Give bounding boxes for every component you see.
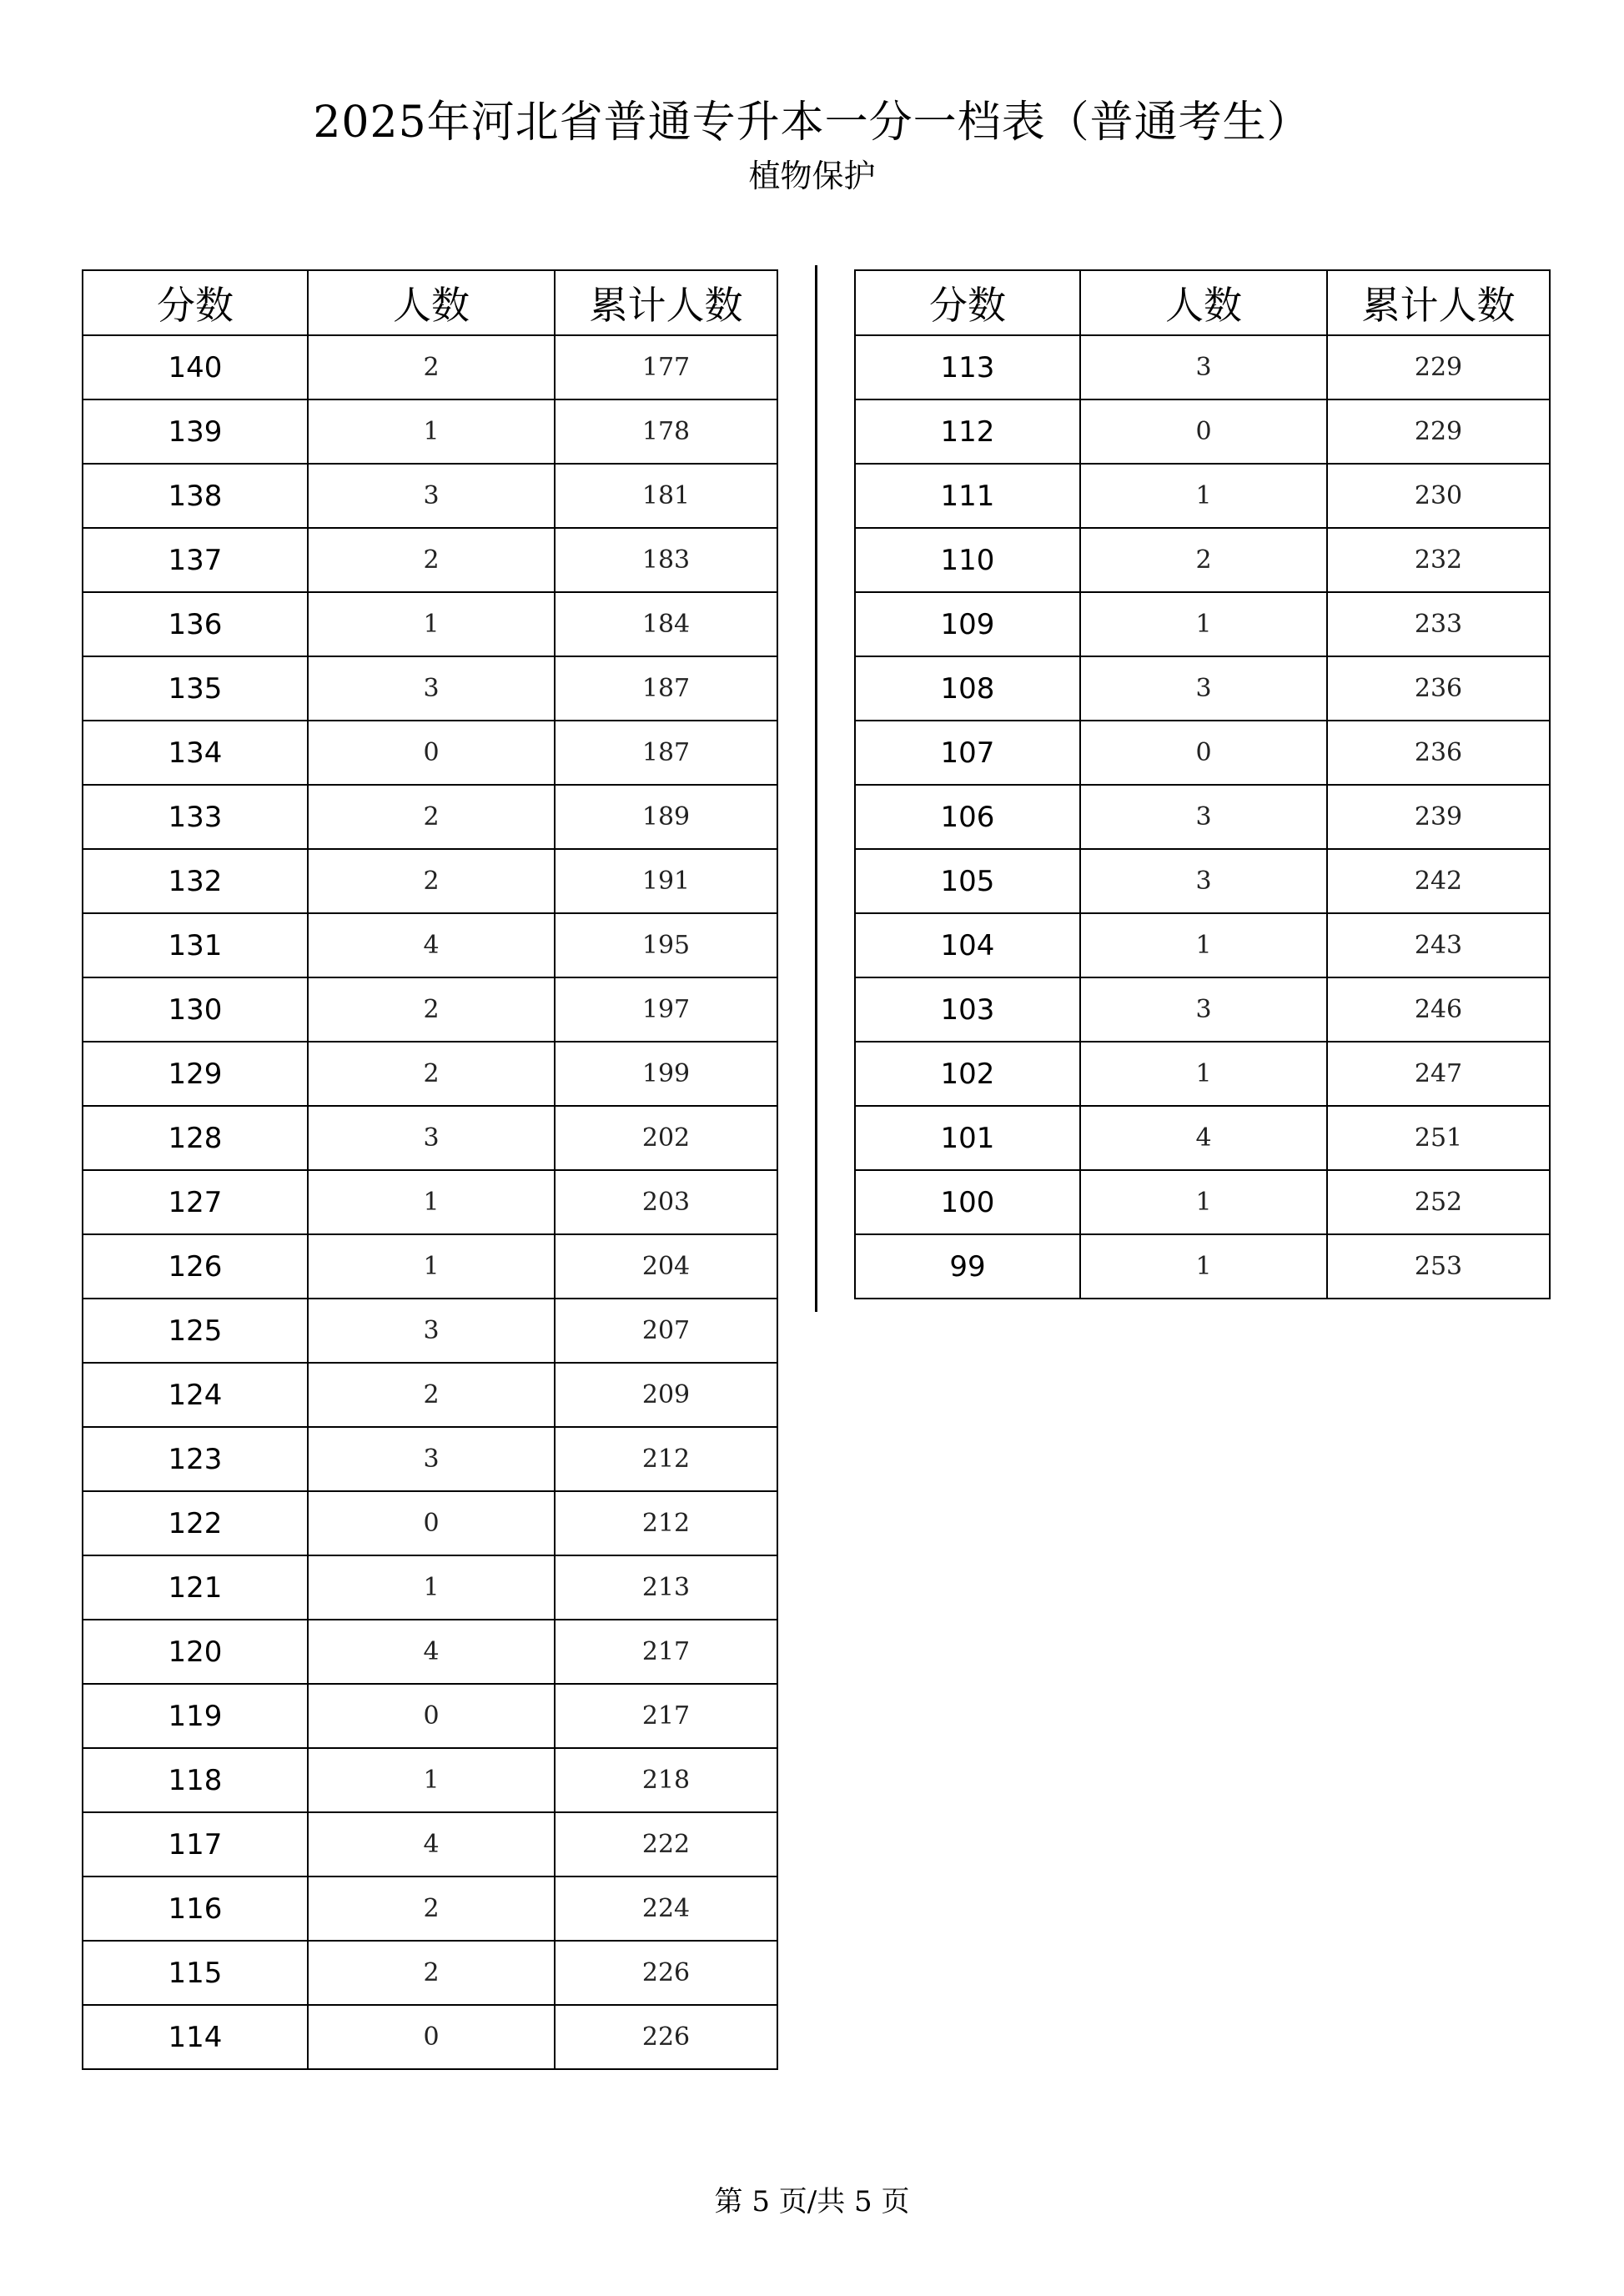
table-row [855,849,1550,913]
cumulative-cell: 236 [1327,656,1550,721]
cumulative-cell: 222 [555,1812,777,1876]
score-cell: 118 [83,1748,308,1812]
cumulative-cell: 177 [555,335,777,399]
table-row [83,1555,777,1620]
count-cell: 2 [308,335,555,399]
table-row [855,1106,1550,1170]
table-row [855,977,1550,1042]
count-cell: 3 [308,1427,555,1491]
count-cell: 3 [1080,785,1327,849]
table-row [83,977,777,1042]
cumulative-cell: 183 [555,528,777,592]
header-count: 人数 [1080,270,1327,335]
score-cell: 130 [83,977,308,1042]
count-cell: 2 [308,1876,555,1941]
cumulative-cell: 199 [555,1042,777,1106]
cumulative-cell: 230 [1327,464,1550,528]
cumulative-cell: 213 [555,1555,777,1620]
cumulative-cell: 181 [555,464,777,528]
count-cell: 3 [1080,335,1327,399]
cumulative-cell: 243 [1327,913,1550,977]
count-cell: 1 [308,1170,555,1234]
count-cell: 2 [308,977,555,1042]
score-cell: 106 [855,785,1080,849]
score-table-left [82,269,778,2070]
score-cell: 107 [855,721,1080,785]
count-cell: 2 [308,528,555,592]
table-row [855,464,1550,528]
count-cell: 1 [308,1555,555,1620]
table-row [83,1620,777,1684]
header-cumulative: 累计人数 [1327,270,1550,335]
cumulative-cell: 247 [1327,1042,1550,1106]
score-cell: 116 [83,1876,308,1941]
table-row [83,1299,777,1363]
score-cell: 135 [83,656,308,721]
count-cell: 1 [308,1748,555,1812]
table-row [83,913,777,977]
cumulative-cell: 184 [555,592,777,656]
cumulative-cell: 239 [1327,785,1550,849]
count-cell: 3 [308,1106,555,1170]
count-cell: 1 [308,1234,555,1299]
score-cell: 128 [83,1106,308,1170]
score-cell: 139 [83,399,308,464]
score-cell: 103 [855,977,1080,1042]
score-cell: 99 [855,1234,1080,1299]
count-cell: 1 [308,592,555,656]
score-cell: 134 [83,721,308,785]
count-cell: 0 [1080,721,1327,785]
count-cell: 1 [1080,913,1327,977]
table-row [83,1941,777,2005]
cumulative-cell: 178 [555,399,777,464]
count-cell: 0 [1080,399,1327,464]
score-cell: 108 [855,656,1080,721]
count-cell: 1 [1080,1170,1327,1234]
score-cell: 100 [855,1170,1080,1234]
score-table-right [854,269,1551,1299]
count-cell: 4 [1080,1106,1327,1170]
score-cell: 129 [83,1042,308,1106]
table-row [83,1876,777,1941]
cumulative-cell: 203 [555,1170,777,1234]
count-cell: 4 [308,913,555,977]
cumulative-cell: 187 [555,721,777,785]
table-row [83,2005,777,2069]
page-title: 2025年河北省普通专升本一分一档表（普通考生） [313,98,1311,148]
score-cell: 133 [83,785,308,849]
table-header-row [83,270,777,335]
table-row [83,399,777,464]
table-row [855,1170,1550,1234]
score-cell: 115 [83,1941,308,2005]
table-row [855,656,1550,721]
cumulative-cell: 242 [1327,849,1550,913]
score-cell: 125 [83,1299,308,1363]
cumulative-cell: 252 [1327,1170,1550,1234]
cumulative-cell: 189 [555,785,777,849]
count-cell: 3 [308,656,555,721]
count-cell: 1 [1080,1042,1327,1106]
score-cell: 124 [83,1363,308,1427]
cumulative-cell: 229 [1327,399,1550,464]
cumulative-cell: 226 [555,2005,777,2069]
cumulative-cell: 251 [1327,1106,1550,1170]
table-row [855,1234,1550,1299]
cumulative-cell: 236 [1327,721,1550,785]
score-cell: 114 [83,2005,308,2069]
page-footer: 第 5 页/共 5 页 [714,2185,910,2218]
table-row [83,849,777,913]
table-row [855,913,1550,977]
score-cell: 112 [855,399,1080,464]
cumulative-cell: 202 [555,1106,777,1170]
table-row [83,528,777,592]
header-score: 分数 [83,270,308,335]
count-cell: 3 [308,1299,555,1363]
cumulative-cell: 217 [555,1684,777,1748]
count-cell: 4 [308,1620,555,1684]
count-cell: 0 [308,2005,555,2069]
cumulative-cell: 191 [555,849,777,913]
cumulative-cell: 233 [1327,592,1550,656]
count-cell: 0 [308,1491,555,1555]
table-row [83,1363,777,1427]
header-score: 分数 [855,270,1080,335]
table-row [83,1042,777,1106]
score-cell: 102 [855,1042,1080,1106]
score-cell: 101 [855,1106,1080,1170]
count-cell: 3 [1080,977,1327,1042]
score-cell: 105 [855,849,1080,913]
score-cell: 137 [83,528,308,592]
count-cell: 3 [1080,656,1327,721]
cumulative-cell: 224 [555,1876,777,1941]
table-row [83,656,777,721]
table-row [83,1234,777,1299]
cumulative-cell: 207 [555,1299,777,1363]
count-cell: 3 [308,464,555,528]
table-row [83,1170,777,1234]
count-cell: 2 [1080,528,1327,592]
table-row [83,464,777,528]
cumulative-cell: 197 [555,977,777,1042]
table-row [83,1491,777,1555]
cumulative-cell: 246 [1327,977,1550,1042]
score-cell: 122 [83,1491,308,1555]
page-subtitle: 植物保护 [748,158,876,194]
count-cell: 2 [308,1941,555,2005]
score-cell: 140 [83,335,308,399]
cumulative-cell: 217 [555,1620,777,1684]
score-cell: 138 [83,464,308,528]
cumulative-cell: 209 [555,1363,777,1427]
cumulative-cell: 253 [1327,1234,1550,1299]
cumulative-cell: 195 [555,913,777,977]
count-cell: 2 [308,1363,555,1427]
count-cell: 0 [308,721,555,785]
table-row [83,592,777,656]
count-cell: 1 [1080,1234,1327,1299]
count-cell: 1 [1080,464,1327,528]
score-cell: 111 [855,464,1080,528]
score-cell: 131 [83,913,308,977]
score-cell: 136 [83,592,308,656]
score-cell: 113 [855,335,1080,399]
score-cell: 110 [855,528,1080,592]
cumulative-cell: 229 [1327,335,1550,399]
header-cumulative: 累计人数 [555,270,777,335]
table-row [83,785,777,849]
table-row [83,335,777,399]
score-cell: 120 [83,1620,308,1684]
table-row [855,335,1550,399]
score-cell: 104 [855,913,1080,977]
score-cell: 117 [83,1812,308,1876]
count-cell: 4 [308,1812,555,1876]
column-divider [815,265,817,1312]
table-row [83,1812,777,1876]
count-cell: 3 [1080,849,1327,913]
cumulative-cell: 226 [555,1941,777,2005]
count-cell: 2 [308,1042,555,1106]
cumulative-cell: 218 [555,1748,777,1812]
table-row [855,528,1550,592]
score-cell: 123 [83,1427,308,1491]
table-row [855,399,1550,464]
table-row [83,1748,777,1812]
cumulative-cell: 212 [555,1491,777,1555]
cumulative-cell: 204 [555,1234,777,1299]
score-cell: 119 [83,1684,308,1748]
table-row [855,1042,1550,1106]
cumulative-cell: 187 [555,656,777,721]
table-row [83,1106,777,1170]
table-header-row [855,270,1550,335]
header-count: 人数 [308,270,555,335]
score-cell: 121 [83,1555,308,1620]
cumulative-cell: 212 [555,1427,777,1491]
table-row [83,1684,777,1748]
cumulative-cell: 232 [1327,528,1550,592]
count-cell: 1 [1080,592,1327,656]
score-cell: 132 [83,849,308,913]
score-cell: 109 [855,592,1080,656]
table-row [83,1427,777,1491]
table-row [83,721,777,785]
table-row [855,592,1550,656]
table-row [855,785,1550,849]
count-cell: 1 [308,399,555,464]
score-cell: 127 [83,1170,308,1234]
count-cell: 2 [308,849,555,913]
count-cell: 0 [308,1684,555,1748]
count-cell: 2 [308,785,555,849]
score-cell: 126 [83,1234,308,1299]
table-row [855,721,1550,785]
